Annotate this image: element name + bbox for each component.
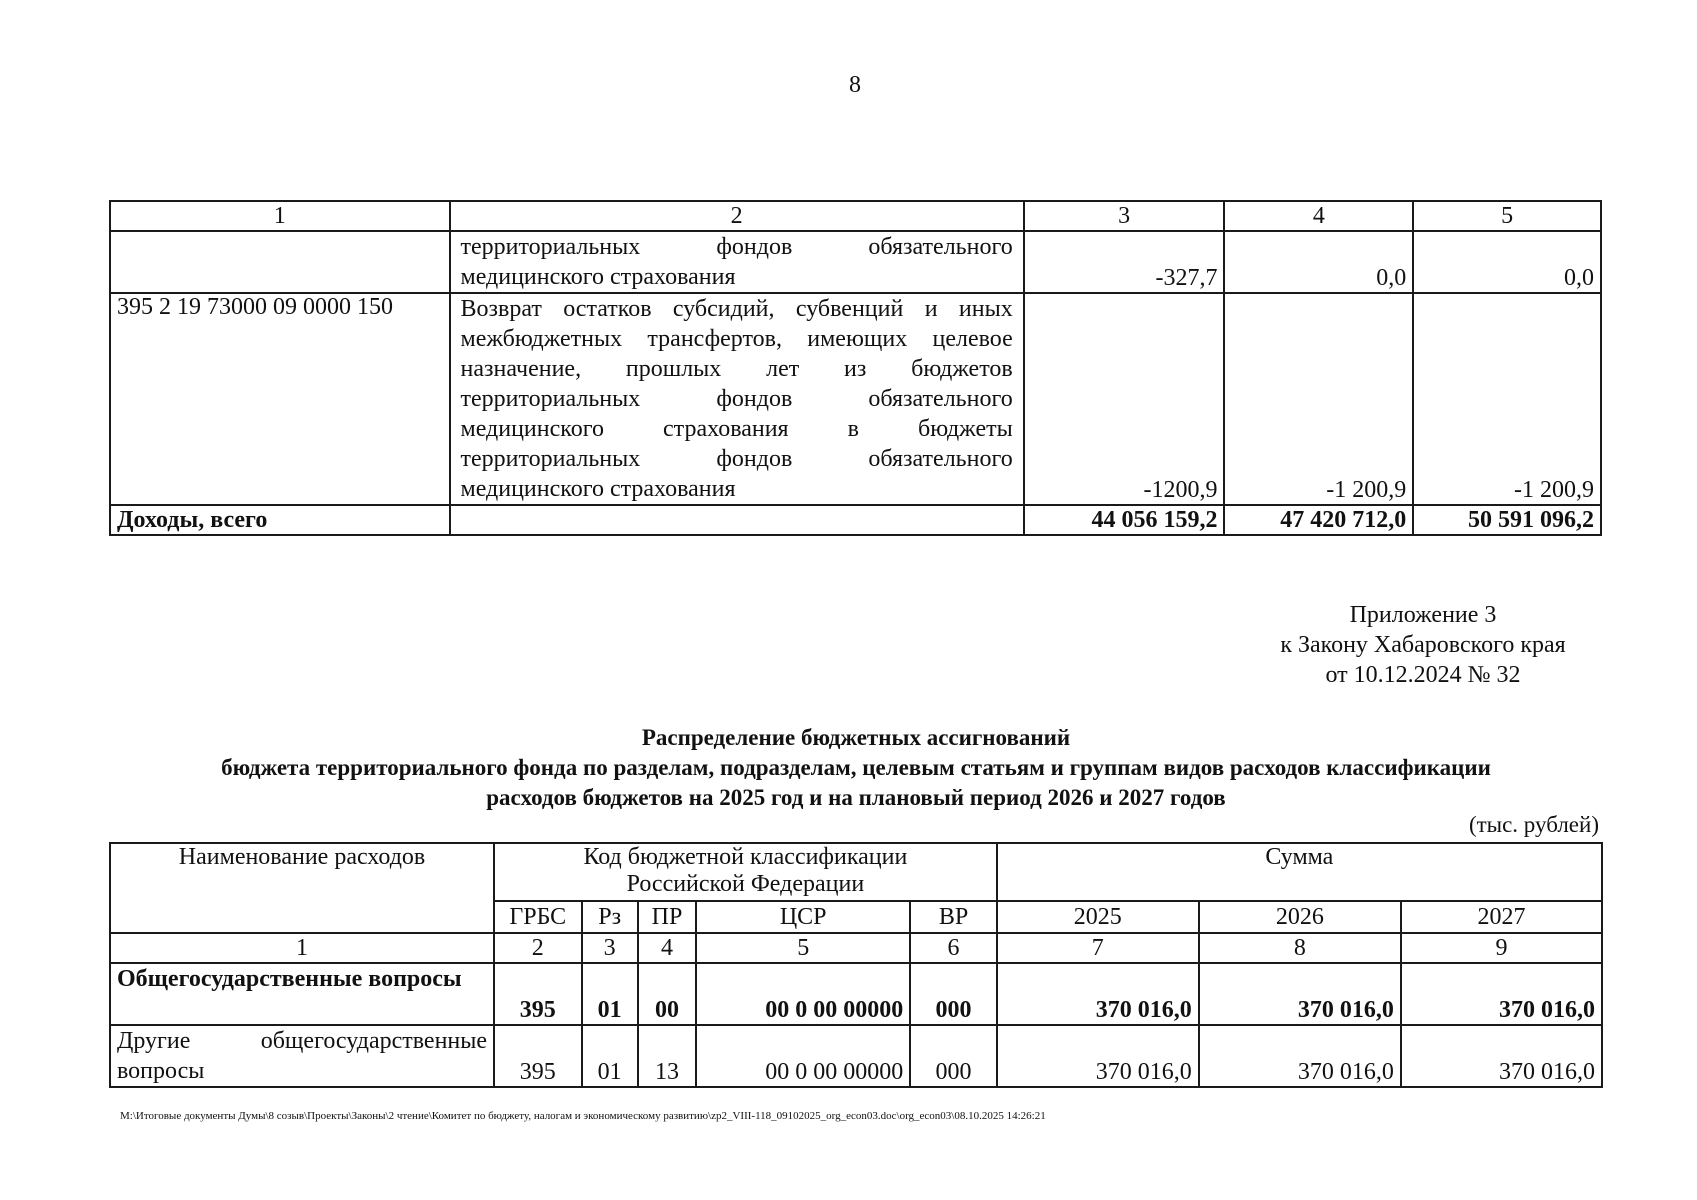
expense-row-vr: 000 xyxy=(910,963,996,1025)
description-line: территориальных фондов обязательного xyxy=(460,446,1013,472)
income-row-code xyxy=(110,231,450,293)
expense-value-2027: 370 016,0 xyxy=(1401,1025,1602,1087)
file-path-footer: M:\Итоговые документы Думы\8 созыв\Проекты\Законы\2 чтение\Комитет по бюджету, налогам и экономическому развитию\zp2_VIII-118_09102025_org_econ03.doc\org_econ03\08.10.2025 14:26:21 xyxy=(120,1110,1046,1122)
expense-head-sum: Сумма xyxy=(997,843,1602,901)
expense-head-2025: 2025 xyxy=(997,901,1199,933)
expense-head-pr: ПР xyxy=(638,901,696,933)
expense-col-numbers-row xyxy=(110,933,1602,963)
expense-head-name: Наименование расходов xyxy=(110,843,494,933)
income-total-2026: 47 420 712,0 xyxy=(1224,505,1413,535)
expense-row-pr: 00 xyxy=(638,963,696,1025)
expense-value-2025: 370 016,0 xyxy=(997,1025,1199,1087)
income-value-2025: -327,7 xyxy=(1024,231,1225,293)
expense-col-number: 6 xyxy=(910,933,996,963)
expense-head-code-group xyxy=(494,843,997,901)
expense-value-2026: 370 016,0 xyxy=(1199,963,1401,1025)
expense-col-number: 4 xyxy=(638,933,696,963)
income-value-2025: -1200,9 xyxy=(1024,293,1225,505)
income-total-label: Доходы, всего xyxy=(110,505,450,535)
expense-col-number: 1 xyxy=(110,933,494,963)
expense-col-number: 5 xyxy=(696,933,910,963)
income-col-number: 4 xyxy=(1224,201,1413,231)
income-table-header-row xyxy=(110,201,1601,231)
expense-row-name: Другие общегосударственные вопросы xyxy=(110,1025,494,1087)
income-row-code: 395 2 19 73000 09 0000 150 xyxy=(110,293,450,505)
title-line: бюджета территориального фонда по разделам, подразделам, целевым статьям и группам видов расходов классификации xyxy=(221,755,1491,780)
description-line: медицинского страхования xyxy=(460,264,736,290)
income-value-2027: 0,0 xyxy=(1413,231,1601,293)
title-line: расходов бюджетов на 2025 год и на плановый период 2026 и 2027 годов xyxy=(486,785,1226,810)
expense-row-csr: 00 0 00 00000 xyxy=(696,963,910,1025)
expense-head-rz: Рз xyxy=(582,901,638,933)
expense-value-2026: 370 016,0 xyxy=(1199,1025,1401,1087)
income-total-2027: 50 591 096,2 xyxy=(1413,505,1601,535)
income-total-row xyxy=(110,505,1601,535)
description-line: назначение, прошлых лет из бюджетов xyxy=(460,356,1013,382)
expense-col-number: 8 xyxy=(1199,933,1401,963)
code-group-line: Код бюджетной классификации xyxy=(583,844,908,870)
description-line: территориальных фондов обязательного xyxy=(460,386,1013,412)
units-label: (тыс. рублей) xyxy=(1468,812,1599,837)
expense-head-2027: 2027 xyxy=(1401,901,1602,933)
income-row xyxy=(110,231,1601,293)
income-col-number: 1 xyxy=(110,201,450,231)
income-value-2027: -1 200,9 xyxy=(1413,293,1601,505)
income-row-description xyxy=(450,293,1024,505)
income-table xyxy=(109,200,1602,536)
appendix-note xyxy=(1253,600,1593,690)
expense-row xyxy=(110,1025,1602,1087)
expense-row-vr: 000 xyxy=(910,1025,996,1087)
expense-row-pr: 13 xyxy=(638,1025,696,1087)
expense-head-grbs: ГРБС xyxy=(494,901,581,933)
income-row-description xyxy=(450,231,1024,293)
document-title xyxy=(110,723,1602,813)
expense-value-2025: 370 016,0 xyxy=(997,963,1199,1025)
appendix-line: к Закону Хабаровского края xyxy=(1280,632,1566,658)
description-line: территориальных фондов обязательного xyxy=(460,234,1013,260)
appendix-line: от 10.12.2024 № 32 xyxy=(1325,662,1521,688)
income-value-2026: -1 200,9 xyxy=(1224,293,1413,505)
expense-table xyxy=(109,842,1603,1088)
income-col-number: 5 xyxy=(1413,201,1601,231)
expense-row-grbs: 395 xyxy=(494,1025,581,1087)
expense-col-number: 7 xyxy=(997,933,1199,963)
expense-row-grbs: 395 xyxy=(494,963,581,1025)
description-line: медицинского страхования в бюджеты xyxy=(460,416,1013,442)
expense-head-row xyxy=(110,843,1602,901)
income-row xyxy=(110,293,1601,505)
expense-row-name: Общегосударственные вопросы xyxy=(110,963,494,1025)
income-value-2026: 0,0 xyxy=(1224,231,1413,293)
description-line: Возврат остатков субсидий, субвенций и иных xyxy=(460,296,1013,322)
code-group-line: Российской Федерации xyxy=(626,871,865,897)
income-total-2025: 44 056 159,2 xyxy=(1024,505,1225,535)
income-total-empty xyxy=(450,505,1024,535)
description-line: межбюджетных трансфертов, имеющих целевое xyxy=(460,326,1013,352)
expense-row-rz: 01 xyxy=(582,963,638,1025)
expense-head-2026: 2026 xyxy=(1199,901,1401,933)
description-line: медицинского страхования xyxy=(460,476,736,502)
title-line: Распределение бюджетных ассигнований xyxy=(641,725,1071,750)
expense-row xyxy=(110,963,1602,1025)
expense-col-number: 9 xyxy=(1401,933,1602,963)
expense-value-2027: 370 016,0 xyxy=(1401,963,1602,1025)
expense-head-csr: ЦСР xyxy=(696,901,910,933)
expense-row-rz: 01 xyxy=(582,1025,638,1087)
appendix-line: Приложение 3 xyxy=(1349,602,1497,628)
expense-col-number: 3 xyxy=(582,933,638,963)
expense-col-number: 2 xyxy=(494,933,581,963)
income-col-number: 3 xyxy=(1024,201,1225,231)
income-col-number: 2 xyxy=(450,201,1024,231)
expense-row-csr: 00 0 00 00000 xyxy=(696,1025,910,1087)
expense-head-vr: ВР xyxy=(910,901,996,933)
page-number: 8 xyxy=(849,72,861,98)
